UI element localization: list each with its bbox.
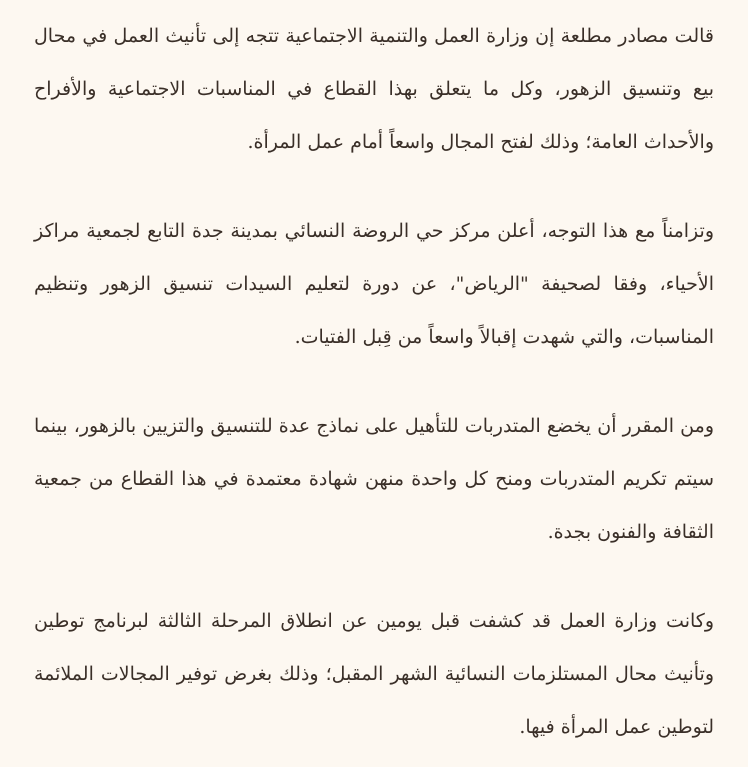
paragraph-1: قالت مصادر مطلعة إن وزارة العمل والتنمية الاجتماعية تتجه إلى تأنيث العمل في محال بيع وتنسيق الزهور، وكل ما يتعلق بهذا القطاع في المناسبات الاجتماعية والأفراح والأحداث العامة؛ وذلك لفتح المجال واسعاً أمام عمل المرأة.: [34, 25, 714, 153]
paragraph-2: وتزامناً مع هذا التوجه، أعلن مركز حي الروضة النسائي بمدينة جدة التابع لجمعية مراكز الأحياء، وفقا لصحيفة "الرياض"، عن دورة لتعليم السيدات تنسيق الزهور وتنظيم المناسبات، والتي شهدت إقبالاً واسعاً من قِبل الفتيات.: [34, 220, 714, 348]
paragraph-3: ومن المقرر أن يخضع المتدربات للتأهيل على نماذج عدة للتنسيق والتزيين بالزهور، بينما سيتم تكريم المتدربات ومنح كل واحدة منهن شهادة معتمدة في هذا القطاع من جمعية الثقافة والفنون بجدة.: [34, 415, 714, 543]
paragraph-4: وكانت وزارة العمل قد كشفت قبل يومين عن انطلاق المرحلة الثالثة لبرنامج توطين وتأنيث محال المستلزمات النسائية الشهر المقبل؛ وذلك بغرض توفير المجالات الملائمة لتوطين عمل المرأة فيها.: [34, 610, 714, 738]
